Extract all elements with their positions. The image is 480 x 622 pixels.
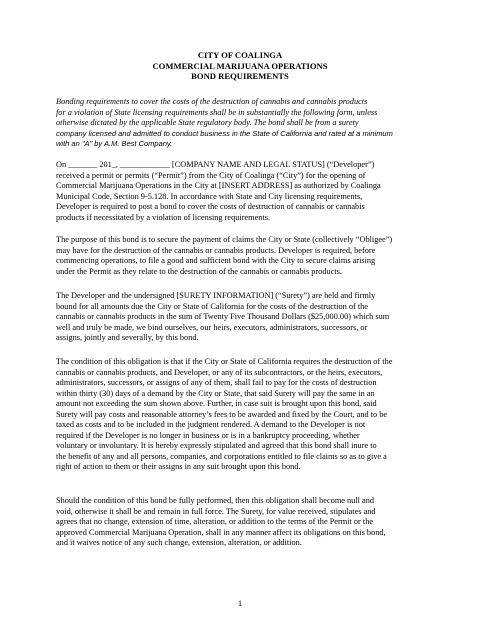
intro-line: for a violation of State licensing requirements shall be in substantially the following form, unless bbox=[56, 107, 378, 117]
paragraph-line: amount not exceeding the sum shown above. Further, in case suit is brought upon this bond, said bbox=[56, 399, 377, 409]
paragraph-performance bbox=[56, 496, 436, 549]
intro-line: company licensed and admitted to conduct business in the State of California and rated at a minimum bbox=[56, 128, 393, 138]
paragraph-line: Municipal Code, Section 9-5.128. In accordance with State and City licensing requirements, bbox=[56, 191, 363, 201]
intro-line: Bonding requirements to cover the costs of the destruction of cannabis and cannabis products bbox=[56, 97, 368, 106]
paragraph-line: within thirty (30) days of a demand by the City or State, that said Surety will pay the same in an bbox=[56, 388, 375, 398]
paragraph-line: cannabis or cannabis products, and Developer, or any of its subcontractors, or the heirs, executors, bbox=[56, 367, 383, 377]
paragraph-line: On _______ 201_, ____________ [COMPANY NAME AND LEGAL STATUS] (“Developer”) bbox=[56, 160, 375, 169]
paragraph-line: under the Permit as they relate to the destruction of the cannabis or cannabis products. bbox=[56, 266, 342, 276]
paragraph-line: may have for the destruction of the cannabis or cannabis products. Developer is required, before bbox=[56, 245, 376, 255]
paragraph-surety bbox=[56, 291, 436, 344]
paragraph-line: taxed as costs and to be included in the judgment rendered. A demand to the Developer is not bbox=[56, 420, 366, 430]
paragraph-line: void, otherwise it shall be and remain in full force. The Surety, for value received, stipulates and bbox=[56, 506, 376, 516]
paragraph-line: voluntary or involuntary. It is hereby expressly stipulated and agreed that this bond shall inure to bbox=[56, 441, 377, 451]
paragraph-line: right of action to them or their assigns in any suit brought upon this bond. bbox=[56, 462, 301, 472]
page-number: 1 bbox=[237, 598, 243, 608]
paragraph-purpose bbox=[56, 235, 436, 277]
paragraph-line: Surety will pay costs and reasonable attorney’s fees to be awarded and fixed by the Court, and to be bbox=[56, 409, 388, 419]
paragraph-line: Developer is required to post a bond to cover the costs of destruction of cannabis or cannabis bbox=[56, 202, 365, 212]
intro-paragraph bbox=[56, 97, 436, 150]
paragraph-line: cannabis or cannabis products in the sum of Twenty Five Thousand Dollars ($25,000.00) which sum bbox=[56, 312, 390, 322]
paragraph-line: The purpose of this bond is to secure the payment of claims the City or State (collectively “Obligee”) bbox=[56, 235, 393, 244]
paragraph-line: The condition of this obligation is that if the City or State of California requires the destruction of the bbox=[56, 357, 393, 366]
header-operations: COMMERCIAL MARIJUANA OPERATIONS bbox=[152, 60, 328, 71]
paragraph-line: assigns, jointly and severally, by this bond. bbox=[56, 333, 199, 343]
paragraph-line: Should the condition of this bond be fully performed, then this obligation shall become null and bbox=[56, 496, 374, 505]
paragraph-permit bbox=[56, 160, 436, 223]
paragraph-line: received a permit or permits (“Permit”) from the City of Coalinga (“City”) for the opening of bbox=[56, 170, 366, 180]
paragraph-line: The Developer and the undersigned [SURETY INFORMATION] (“Surety”) are held and firmly bbox=[56, 291, 376, 300]
paragraph-condition bbox=[56, 357, 436, 473]
paragraph-line: Commercial Marijuana Operations in the City at [INSERT ADDRESS] as authorized by Coalinga bbox=[56, 181, 381, 191]
paragraph-line: bound for all amounts due the City or State of California for the costs of the destruction of the bbox=[56, 301, 368, 311]
paragraph-line: well and truly be made, we bind ourselves, our heirs, executors, administrators, successors, or bbox=[56, 322, 368, 332]
paragraph-line: approved Commercial Marijuana Operation, shall in any manner affect its obligations on this bond, bbox=[56, 527, 386, 537]
paragraph-line: agrees that no change, extension of time, alteration, or addition to the terms of the Permit or the bbox=[56, 517, 374, 527]
paragraph-line: the benefit of any and all persons, companies, and corporations entitled to file claims so as to give a bbox=[56, 451, 387, 461]
intro-line: otherwise dictated by the applicable State regulatory body. The bond shall be from a surety bbox=[56, 118, 359, 128]
paragraph-line: products if necessitated by a violation of licensing requirements. bbox=[56, 212, 271, 222]
paragraph-line: and it waives notice of any such change, extension, alteration, or addition. bbox=[56, 538, 302, 548]
document-header bbox=[0, 50, 480, 82]
paragraph-line: required if the Developer is no longer in business or is in a bankruptcy proceeding, whether bbox=[56, 430, 360, 440]
intro-line: with an "A" by A.M. Best Company. bbox=[56, 139, 173, 149]
paragraph-line: administrators, successors, or assigns of any of them, shall fail to pay for the costs of destruction bbox=[56, 378, 377, 388]
paragraph-line: commencing operations, to file a good and sufficient bond with the City to secure claims arising bbox=[56, 256, 376, 266]
header-city: CITY OF COALINGA bbox=[197, 50, 283, 60]
header-bond-requirements: BOND REQUIREMENTS bbox=[191, 71, 289, 82]
